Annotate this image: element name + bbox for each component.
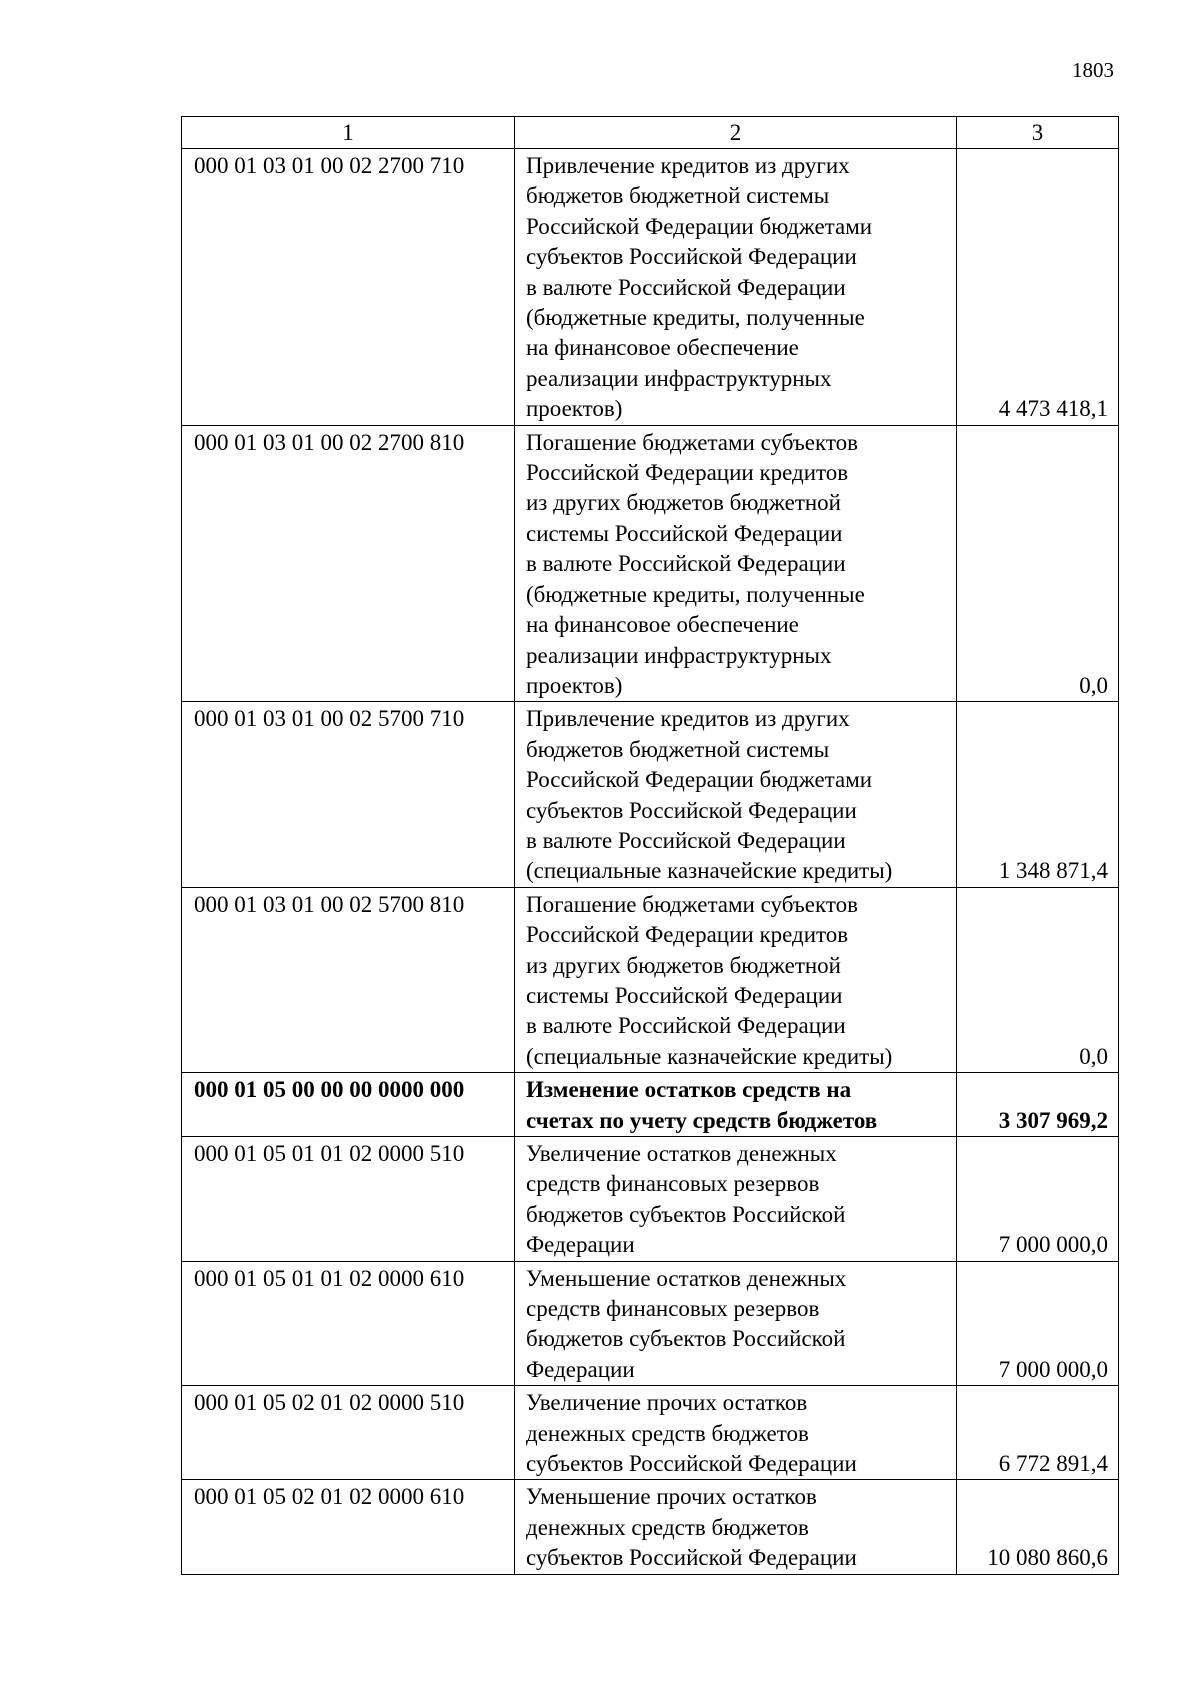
row-amount-cell: 0,0 [957, 425, 1119, 702]
row-amount-cell: 6 772 891,4 [957, 1386, 1119, 1480]
row-name-cell: Изменение остатков средств на счетах по учету средств бюджетов [515, 1073, 957, 1137]
row-name-cell: Увеличение остатков денежных средств финансовых резервов бюджетов субъектов Российской Федерации [515, 1137, 957, 1262]
table-body [182, 117, 1119, 1575]
row-amount-cell: 4 473 418,1 [957, 149, 1119, 426]
row-amount-cell: 0,0 [957, 887, 1119, 1072]
row-amount-cell: 3 307 969,2 [957, 1073, 1119, 1137]
table-row [182, 149, 1119, 426]
row-code-cell: 000 01 05 01 01 02 0000 510 [182, 1137, 515, 1262]
table-row [182, 1073, 1119, 1137]
row-code-cell: 000 01 03 01 00 02 2700 810 [182, 425, 515, 702]
row-name-cell: Увеличение прочих остатков денежных средств бюджетов субъектов Российской Федерации [515, 1386, 957, 1480]
table-row [182, 887, 1119, 1072]
row-code-cell: 000 01 03 01 00 02 5700 710 [182, 702, 515, 887]
row-code-cell: 000 01 05 00 00 00 0000 000 [182, 1073, 515, 1137]
table-row [182, 1386, 1119, 1480]
row-amount-cell: 1 348 871,4 [957, 702, 1119, 887]
row-name-cell: Уменьшение остатков денежных средств финансовых резервов бюджетов субъектов Российской Федерации [515, 1261, 957, 1386]
row-name-cell: Привлечение кредитов из других бюджетов бюджетной системы Российской Федерации бюджетами субъектов Российской Федерации в валюте Российской Федерации (специальные казначейские кредиты) [515, 702, 957, 887]
row-code-cell: 000 01 03 01 00 02 5700 810 [182, 887, 515, 1072]
budget-table [181, 116, 1119, 1575]
table-row [182, 1137, 1119, 1262]
row-code-cell: 000 01 05 02 01 02 0000 510 [182, 1386, 515, 1480]
table-row [182, 702, 1119, 887]
row-amount-cell: 7 000 000,0 [957, 1137, 1119, 1262]
row-amount-cell: 7 000 000,0 [957, 1261, 1119, 1386]
row-code-cell: 000 01 03 01 00 02 2700 710 [182, 149, 515, 426]
row-amount-cell: 10 080 860,6 [957, 1480, 1119, 1574]
table-row [182, 425, 1119, 702]
row-name-cell: Привлечение кредитов из других бюджетов бюджетной системы Российской Федерации бюджетами субъектов Российской Федерации в валюте Российской Федерации (бюджетные кредиты, полученные на финансовое обеспечение реализации инфраструктурных проектов) [515, 149, 957, 426]
row-name-cell: Погашение бюджетами субъектов Российской Федерации кредитов из других бюджетов бюджетной системы Российской Федерации в валюте Российской Федерации (бюджетные кредиты, полученные на финансовое обеспечение реализации инфраструктурных проектов) [515, 425, 957, 702]
page-number: 1803 [1072, 58, 1114, 82]
row-name-cell: Погашение бюджетами субъектов Российской Федерации кредитов из других бюджетов бюджетной системы Российской Федерации в валюте Российской Федерации (специальные казначейские кредиты) [515, 887, 957, 1072]
table-header-row [182, 117, 1119, 149]
column-header-1: 1 [182, 117, 515, 149]
column-header-3: 3 [957, 117, 1119, 149]
row-name-cell: Уменьшение прочих остатков денежных средств бюджетов субъектов Российской Федерации [515, 1480, 957, 1574]
row-code-cell: 000 01 05 01 01 02 0000 610 [182, 1261, 515, 1386]
table-row [182, 1480, 1119, 1574]
column-header-2: 2 [515, 117, 957, 149]
row-code-cell: 000 01 05 02 01 02 0000 610 [182, 1480, 515, 1574]
table-row [182, 1261, 1119, 1386]
